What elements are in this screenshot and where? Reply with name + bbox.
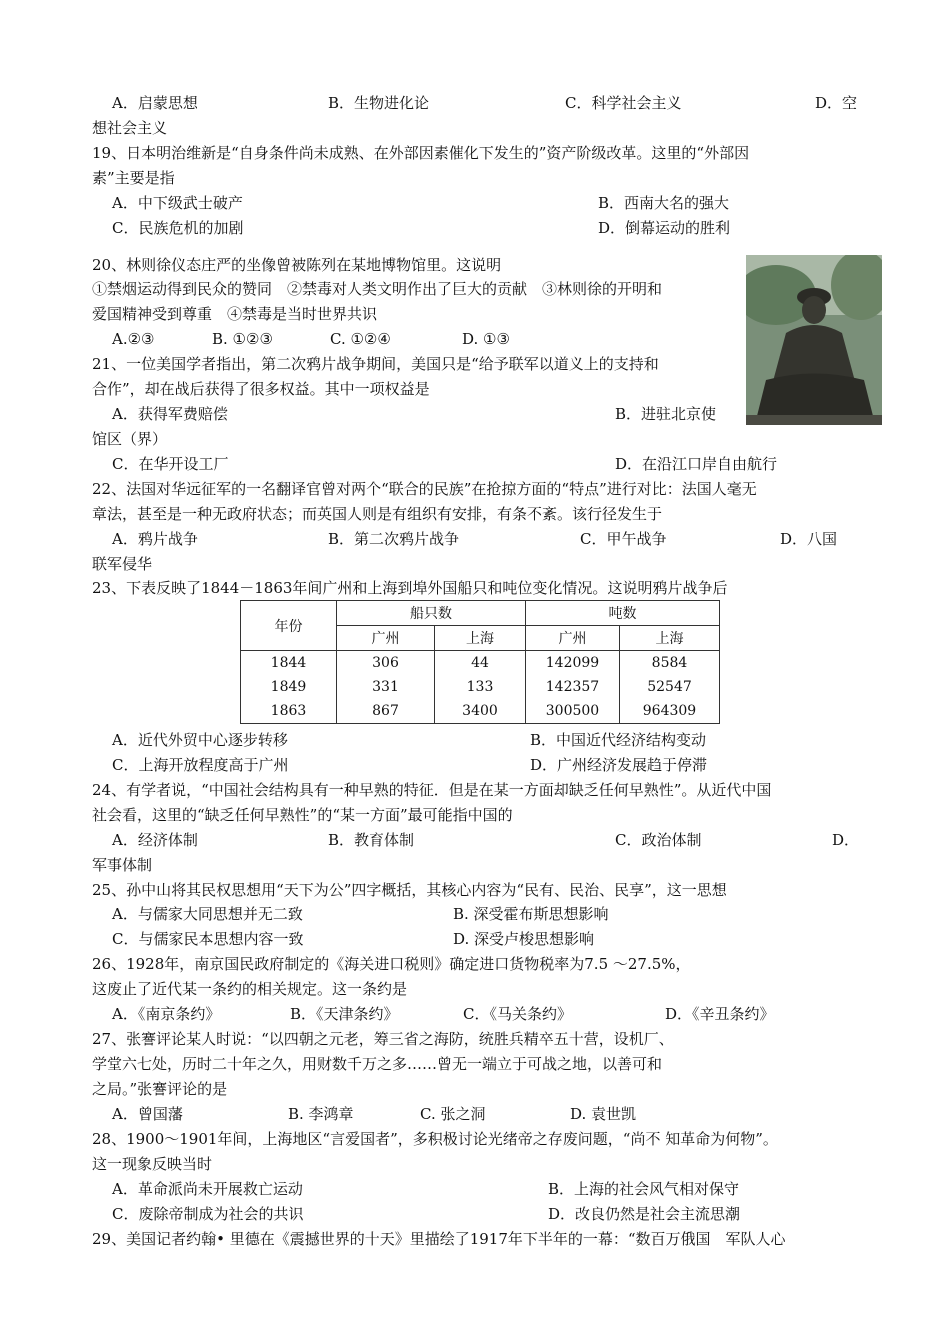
- text-line: 19、日本明治维新是“自身条件尚未成熟、在外部因素催化下发生的”资产阶级改革。这里的“外部因: [92, 144, 750, 162]
- text-line: A．鸦片战争: [112, 530, 198, 548]
- table-cell: 133: [435, 675, 526, 699]
- table-subheader: 广州: [526, 626, 620, 651]
- text-line: A．革命派尚未开展救亡运动: [112, 1180, 303, 1198]
- text-line: D．在沿江口岸自由航行: [615, 455, 778, 473]
- table-cell: 1844: [241, 651, 337, 676]
- table-cell: 331: [337, 675, 435, 699]
- text-line: A．《南京条约》: [112, 1005, 221, 1023]
- text-line: A．启蒙思想: [112, 94, 198, 112]
- text-line: D. ①③: [462, 330, 510, 348]
- table-cell: 3400: [435, 699, 526, 724]
- text-line: D．广州经济发展趋于停滞: [530, 756, 708, 774]
- text-line: D．《辛丑条约》: [665, 1005, 775, 1023]
- table-subheader: 上海: [435, 626, 526, 651]
- table-cell: 142099: [526, 651, 620, 676]
- text-line: D．改良仍然是社会主流思潮: [548, 1205, 741, 1223]
- text-line: 想社会主义: [92, 119, 168, 137]
- text-line: B．教育体制: [328, 831, 415, 849]
- text-line: C．《马关条约》: [463, 1005, 572, 1023]
- table-cell: 44: [435, 651, 526, 676]
- text-line: A.②③: [112, 330, 155, 348]
- text-line: 章法，甚至是一种无政府状态；而英国人则是有组织有安排，有条不紊。该行径发生于: [92, 505, 663, 523]
- table-cell: 306: [337, 651, 435, 676]
- table-cell: 300500: [526, 699, 620, 724]
- text-line: 联军侵华: [92, 555, 153, 573]
- text-line: A．中下级武士破产: [112, 194, 243, 212]
- text-line: B．第二次鸦片战争: [328, 530, 460, 548]
- text-line: ①禁烟运动得到民众的赞同 ②禁毒对人类文明作出了巨大的贡献 ③林则徐的开明和: [92, 280, 663, 298]
- text-line: B．西南大名的强大: [598, 194, 730, 212]
- text-line: 这废止了近代某一条约的相关规定。这一条约是: [92, 980, 408, 998]
- text-line: 28、1900～1901年间，上海地区“言爱国者”，多积极讨论光绪帝之存废问题，“尚不 知革命为何物”。: [92, 1130, 778, 1148]
- text-line: 合作”，却在战后获得了很多权益。其中一项权益是: [92, 380, 430, 398]
- text-line: C. 张之洞: [420, 1105, 486, 1123]
- text-line: 25、孙中山将其民权思想用“天下为公”四字概括，其核心内容为“民有、民治、民享”，这一思想: [92, 881, 727, 899]
- text-line: 21、一位美国学者指出，第二次鸦片战争期间，美国只是“给予联军以道义上的支持和: [92, 355, 659, 373]
- text-line: 22、法国对华远征军的一名翻译官曾对两个“联合的民族”在抢掠方面的“特点”进行对比：法国人毫无: [92, 480, 757, 498]
- text-line: B. ①②③: [212, 330, 273, 348]
- text-line: B. 李鸿章: [288, 1105, 354, 1123]
- text-line: C．与儒家民本思想内容一致: [112, 930, 304, 948]
- table-cell: 1863: [241, 699, 337, 724]
- table-row: [241, 675, 720, 699]
- text-line: A．获得军费赔偿: [112, 405, 228, 423]
- text-line: C．科学社会主义: [565, 94, 682, 112]
- text-line: C．民族危机的加剧: [112, 219, 244, 237]
- text-line: 26、1928年，南京国民政府制定的《海关进口税则》确定进口货物税率为7.5 ～27.5%，: [92, 955, 691, 973]
- table-cell: 964309: [620, 699, 720, 724]
- table-header-tons: 吨数: [526, 601, 720, 626]
- text-line: D．倒幕运动的胜利: [598, 219, 731, 237]
- table-subheader: 广州: [337, 626, 435, 651]
- text-line: C．在华开设工厂: [112, 455, 229, 473]
- text-line: B．进驻北京使: [615, 405, 717, 423]
- text-line: C．上海开放程度高于广州: [112, 756, 289, 774]
- text-line: A．与儒家大同思想并无二致: [112, 905, 303, 923]
- table-cell: 142357: [526, 675, 620, 699]
- table-cell: 867: [337, 699, 435, 724]
- text-line: 24、有学者说，“中国社会结构具有一种早熟的特征．但是在某一方面却缺乏任何早熟性”。从近代中国: [92, 781, 772, 799]
- text-line: A．近代外贸中心逐步转移: [112, 731, 288, 749]
- text-line: A．曾国藩: [112, 1105, 183, 1123]
- text-line: 社会看，这里的“缺乏任何早熟性”的“某一方面”最可能指中国的: [92, 806, 513, 824]
- text-line: B．中国近代经济结构变动: [530, 731, 707, 749]
- text-line: A．经济体制: [112, 831, 198, 849]
- text-line: D．: [832, 831, 860, 849]
- text-line: C．废除帝制成为社会的共识: [112, 1205, 304, 1223]
- table-header-ships: 船只数: [337, 601, 526, 626]
- text-line: 之局。”张謇评论的是: [92, 1080, 228, 1098]
- table-cell: 52547: [620, 675, 720, 699]
- text-line: B．生物进化论: [328, 94, 430, 112]
- table-cell: 1849: [241, 675, 337, 699]
- text-line: B．《天津条约》: [290, 1005, 399, 1023]
- text-line: 素”主要是指: [92, 169, 175, 187]
- lin-zexu-statue-photo: [746, 255, 882, 425]
- text-line: D．八国: [780, 530, 838, 548]
- table-row: [241, 651, 720, 676]
- table-cell: 8584: [620, 651, 720, 676]
- text-line: 馆区（界）: [92, 430, 168, 448]
- table-row: [241, 699, 720, 724]
- text-line: C. ①②④: [330, 330, 391, 348]
- text-line: D．空: [815, 94, 858, 112]
- table-header-year: 年份: [241, 601, 337, 651]
- text-line: 20、林则徐仪态庄严的坐像曾被陈列在某地博物馆里。这说明: [92, 256, 502, 274]
- text-line: 学堂六七处，历时二十年之久，用财数千万之多……曾无一端立于可战之地，以善可和: [92, 1055, 663, 1073]
- shipping-table: [240, 600, 720, 724]
- text-line: 29、美国记者约翰• 里德在《震撼世界的十天》里描绘了1917年下半年的一幕：“数百万俄国 军队人心: [92, 1230, 786, 1248]
- text-line: B．上海的社会风气相对保守: [548, 1180, 740, 1198]
- text-line: B. 深受霍布斯思想影响: [453, 905, 609, 923]
- text-line: 爱国精神受到尊重 ④禁毒是当时世界共识: [92, 305, 378, 323]
- text-line: D. 深受卢梭思想影响: [453, 930, 595, 948]
- table-subheader: 上海: [620, 626, 720, 651]
- text-line: 23、下表反映了1844－1863年间广州和上海到埠外国船只和吨位变化情况。这说明鸦片战争后: [92, 579, 728, 597]
- text-line: C．政治体制: [615, 831, 702, 849]
- text-line: D. 袁世凯: [570, 1105, 637, 1123]
- text-line: 27、张謇评论某人时说：“以四朝之元老，筹三省之海防，统胜兵精卒五十营，设机厂、: [92, 1030, 674, 1048]
- text-line: C．甲午战争: [580, 530, 667, 548]
- text-line: 军事体制: [92, 856, 153, 874]
- text-line: 这一现象反映当时: [92, 1155, 213, 1173]
